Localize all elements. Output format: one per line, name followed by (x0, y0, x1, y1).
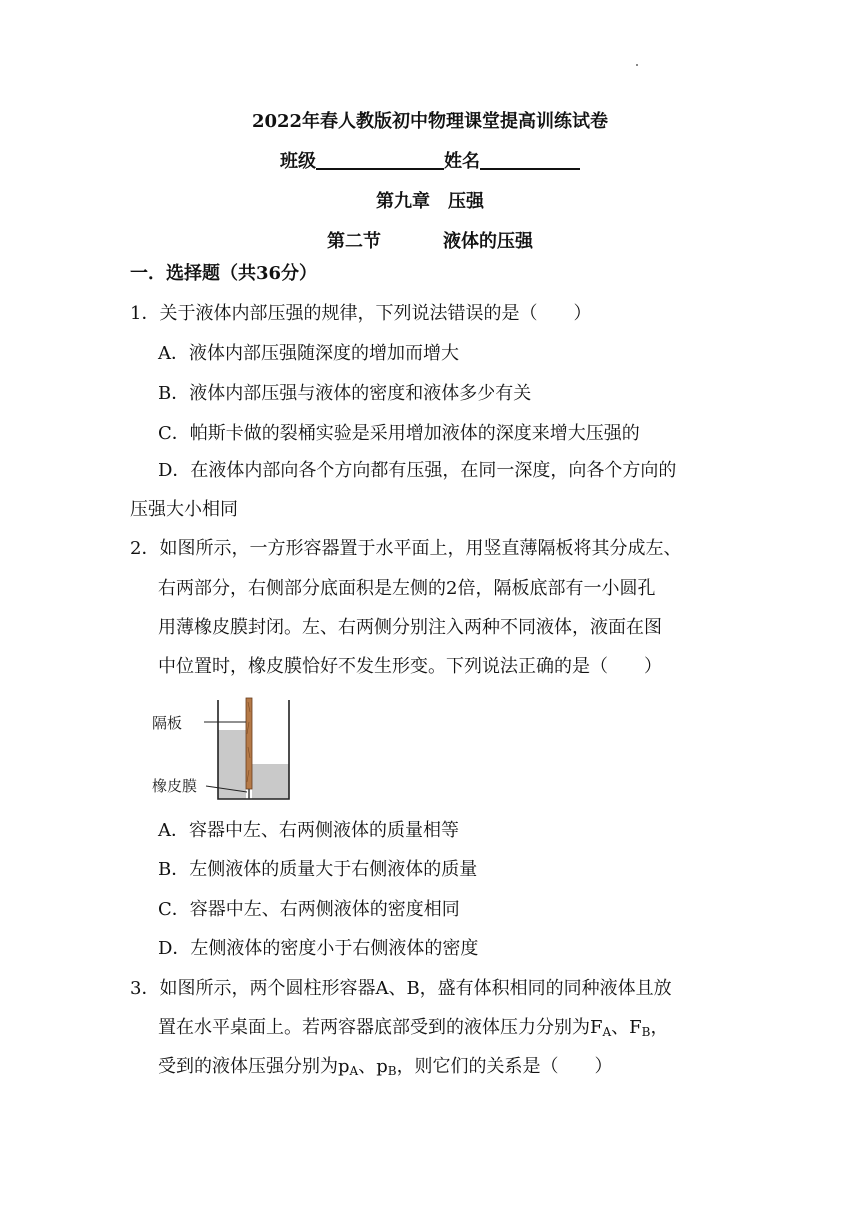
class-blank[interactable] (316, 148, 444, 170)
class-label: 班级 (280, 151, 316, 172)
q2-option-a[interactable]: A．容器中左、右两侧液体的质量相等 (158, 820, 459, 841)
section-title (0, 227, 860, 253)
q1-stem: 1．关于液体内部压强的规律，下列说法错误的是（ ） (130, 303, 592, 324)
q1-option-a[interactable]: A．液体内部压强随深度的增加而增大 (158, 343, 459, 364)
q2-option-c[interactable]: C．容器中左、右两侧液体的密度相同 (158, 899, 460, 920)
q2-stem-line1: 2．如图所示，一方形容器置于水平面上，用竖直薄隔板将其分成左、 (130, 538, 682, 559)
q2-container-figure (150, 692, 300, 804)
name-label: 姓名 (444, 151, 480, 172)
student-info-row (0, 147, 860, 173)
q1-option-d[interactable]: D．在液体内部向各个方向都有压强，在同一深度，向各个方向的 (158, 460, 677, 481)
q3-stem-line2: 置在水平桌面上。若两容器底部受到的液体压力分别为$F_A$、$F_B$， (158, 1017, 669, 1039)
part-heading: 一．选择题（共36分） (130, 263, 318, 284)
partition-board (246, 698, 252, 789)
q1-option-c[interactable]: C．帕斯卡做的裂桶实验是采用增加液体的深度来增大压强的 (158, 423, 640, 444)
q2-stem-line3: 用薄橡皮膜封闭。左、右两侧分别注入两种不同液体，液面在图 (158, 617, 662, 638)
exam-title: 2022年春人教版初中物理课堂提高训练试卷 (251, 111, 609, 132)
chapter-title: 第九章 压强 (376, 191, 484, 212)
label-membrane: 橡皮膜 (152, 777, 198, 795)
q2-option-b[interactable]: B．左侧液体的质量大于右侧液体的质量 (158, 859, 478, 880)
section-name: 液体的压强 (443, 231, 533, 252)
q1-option-d-cont: 压强大小相同 (130, 499, 238, 520)
section-number: 第二节 (327, 231, 381, 252)
q3-stem-line1: 3．如图所示，两个圆柱形容器A、B，盛有体积相同的同种液体且放 (130, 978, 672, 999)
name-blank[interactable] (480, 148, 580, 170)
q2-stem-line4: 中位置时，橡皮膜恰好不发生形变。下列说法正确的是（ ） (158, 656, 662, 677)
label-partition: 隔板 (152, 714, 183, 732)
q2-stem-line2: 右两部分，右侧部分底面积是左侧的2倍，隔板底部有一小圆孔 (158, 578, 656, 599)
page-mark-dot (636, 64, 638, 66)
right-liquid (252, 764, 289, 799)
q3-stem-line3: 受到的液体压强分别为$p_A$、$p_B$，则它们的关系是（ ） (158, 1056, 613, 1078)
q2-option-d[interactable]: D．左侧液体的密度小于右侧液体的密度 (158, 938, 479, 959)
q1-option-b[interactable]: B．液体内部压强与液体的密度和液体多少有关 (158, 383, 532, 404)
